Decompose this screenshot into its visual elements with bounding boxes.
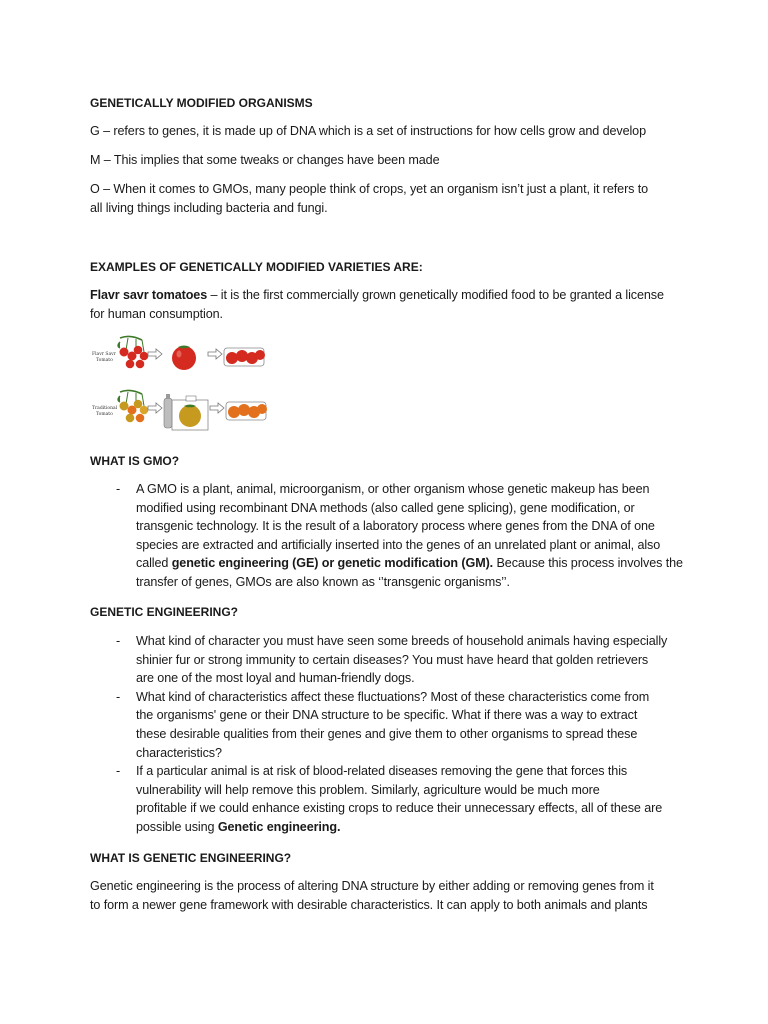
- gmo-line-5-post: Because this process involves the: [493, 556, 683, 571]
- genetic-engineering-question-heading: GENETIC ENGINEERING?: [90, 605, 239, 619]
- o-definition-line-1: O – When it comes to GMOs, many people think of crops, yet an organism isn’t just a plant, it refers to: [90, 182, 649, 196]
- gmo-line-5: [136, 554, 690, 573]
- ge-bullet-3: [90, 762, 690, 836]
- gmo-line-5-bold: genetic engineering (GE) or genetic modification (GM).: [171, 556, 494, 571]
- ge-b2-line-1: What kind of characteristics affect these fluctuations? Most of these characteristics come from: [136, 689, 650, 704]
- genetic-engineering-paragraph: [90, 877, 690, 915]
- ge-b2-line-3: these desirable qualities from their genes and give them to other organisms to spread these: [136, 726, 638, 741]
- ge-bullet-2: [90, 688, 690, 762]
- gmo-line-5-pre: called: [136, 556, 172, 571]
- ge-b3-line-3: profitable if we could enhance existing crops to reduce their unnecessary effects, all of these are: [136, 801, 663, 816]
- ge-b2-line-4: characteristics?: [136, 745, 222, 760]
- bullet-dash: -: [116, 482, 121, 496]
- vine-top: [118, 336, 148, 368]
- flavr-savr-line-2: for human consumption.: [90, 307, 223, 321]
- what-is-gmo-heading: WHAT IS GMO?: [90, 454, 180, 468]
- g-definition: G – refers to genes, it is made up of DNA which is a set of instructions for how cells grow and develop: [90, 124, 646, 138]
- tomato-comparison-figure: [90, 330, 280, 440]
- ge-para-line-1: Genetic engineering is the process of altering DNA structure by either adding or removing genes from it: [90, 879, 654, 893]
- examples-heading: EXAMPLES OF GENETICALLY MODIFIED VARIETIES ARE:: [90, 260, 423, 274]
- gmo-line-2: modified using recombinant DNA methods (also called gene splicing), gene modification, or: [136, 500, 635, 515]
- ge-b3-line-2: vulnerability will help remove this problem. Similarly, agriculture would be much more: [136, 782, 600, 797]
- o-definition-line-2: all living things including bacteria and fungi.: [90, 201, 328, 215]
- arrow-top-2: [208, 349, 222, 359]
- ge-b3-line-4: [136, 818, 690, 837]
- ge-b1-line-3: are one of the most loyal and human-friendly dogs.: [136, 671, 415, 686]
- ge-bullet-list: [90, 632, 690, 837]
- figure-label-bottom-2: Tomato: [96, 412, 113, 417]
- gmo-line-6: transfer of genes, GMOs are also known as ‘’transgenic organisms’’.: [136, 574, 510, 589]
- flavr-savr-name: Flavr savr tomatoes: [90, 288, 208, 302]
- tomato-figure-svg: [90, 330, 280, 440]
- tomato-box-top: [224, 348, 265, 366]
- gmo-line-1: A GMO is a plant, animal, microorganism, or other organism whose genetic makeup has been: [136, 482, 650, 496]
- arrow-bottom-1: [148, 403, 162, 413]
- figure-label-top-2: Tomato: [96, 358, 113, 363]
- gmo-line-4: species are extracted and artificially inserted into the genes of an unrelated plant or animal, also: [136, 537, 661, 552]
- flavr-savr-paragraph: [90, 286, 690, 324]
- bullet-dash: -: [116, 764, 121, 779]
- bullet-dash: -: [116, 689, 121, 704]
- ge-para-line-2: to form a newer gene framework with desirable characteristics. It can apply to both animals and plants: [90, 898, 648, 912]
- what-is-genetic-engineering-heading: WHAT IS GENETIC ENGINEERING?: [90, 851, 292, 865]
- bullet-dash: -: [116, 634, 121, 648]
- m-definition: M – This implies that some tweaks or changes have been made: [90, 153, 440, 167]
- arrow-top-1: [148, 349, 162, 359]
- vine-bottom: [118, 390, 148, 422]
- flavr-savr-desc-1: – it is the first commercially grown genetically modified food to be granted a license: [207, 288, 664, 302]
- ge-b1-line-2: shinier fur or strong immunity to certain diseases? You must have heard that golden retrievers: [136, 652, 649, 667]
- gmo-bullet-list: [90, 480, 690, 592]
- green-tomato-bottom: [179, 405, 201, 428]
- o-definition: [90, 180, 690, 218]
- ge-b3-line-1: If a particular animal is at risk of blood-related diseases removing the gene that forces this: [136, 764, 628, 779]
- figure-label-bottom-1: Traditional: [92, 406, 118, 411]
- ge-b2-line-2: the organisms' gene or their DNA structure to be specific. What if there was a way to extract: [136, 708, 638, 723]
- ge-bullet-1: [90, 632, 690, 688]
- gmo-line-3: transgenic technology. It is the result of a laboratory process where genes from the DNA of one: [136, 519, 655, 534]
- document-title: GENETICALLY MODIFIED ORGANISMS: [90, 96, 313, 110]
- ge-b3-line-4-bold: Genetic engineering.: [217, 819, 341, 834]
- ge-b1-line-1: What kind of character you must have seen some breeds of household animals having especially: [136, 634, 668, 648]
- ripe-tomato-top: [172, 346, 196, 371]
- flavr-savr-line-1: [90, 286, 690, 305]
- ge-b3-line-4-pre: possible using: [136, 819, 218, 834]
- tomato-box-bottom: [226, 402, 267, 420]
- arrow-bottom-2: [210, 403, 224, 413]
- figure-label-top-1: Flavr Savr: [92, 352, 116, 357]
- gmo-bullet: [90, 480, 690, 592]
